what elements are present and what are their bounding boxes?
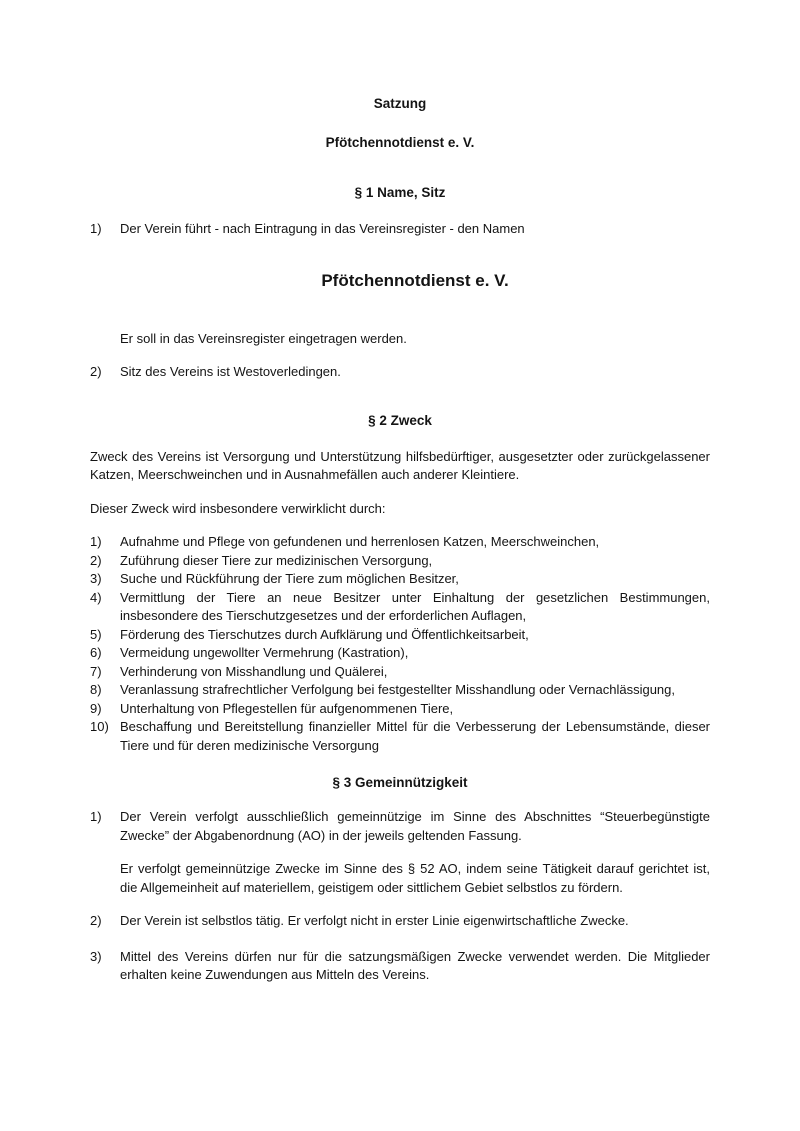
- item-number: 2): [90, 364, 102, 379]
- item-number: 4): [90, 589, 102, 605]
- item-number: 7): [90, 663, 102, 679]
- section-3-item-1: [90, 808, 710, 845]
- section-1-item-1: [90, 220, 710, 239]
- list-item: [90, 570, 710, 589]
- item-number: 3): [90, 571, 102, 586]
- section-2-list: [90, 533, 710, 755]
- item-text: Aufnahme und Pflege von gefundenen und herrenlosen Katzen, Meerschweinchen,: [120, 534, 600, 549]
- item-text: Verhinderung von Misshandlung und Quälerei,: [120, 663, 388, 679]
- item-number: 6): [90, 645, 102, 660]
- association-name-subtitle: Pfötchennotdienst e. V.: [325, 135, 475, 150]
- section-1-item-2: [90, 363, 710, 382]
- section-3-heading: § 3 Gemeinnützigkeit: [332, 775, 468, 790]
- section-1-heading: § 1 Name, Sitz: [354, 185, 446, 200]
- item-number: 10): [90, 719, 109, 734]
- section-1-item-1-continuation: Er soll in das Vereinsregister eingetragen werden.: [120, 330, 407, 346]
- list-item: [90, 552, 710, 571]
- item-text: Beschaffung und Bereitstellung finanzieller Mittel für die Verbesserung der Lebensumstände, dieser Tiere und für deren medizinische Versorgung: [120, 719, 710, 753]
- item-text: Veranlassung strafrechtlicher Verfolgung bei festgestellter Misshandlung oder Vernachlässigung,: [120, 682, 676, 697]
- item-number: 1): [90, 534, 102, 549]
- section-2-paragraph-1: Zweck des Vereins ist Versorgung und Unterstützung hilfsbedürftiger, ausgesetzter oder zurückgelassener Katzen, Meerschweinchen und in Ausnahmefällen auch anderer Kleintiere.: [90, 448, 710, 482]
- association-name-display: Pfötchennotdienst e. V.: [321, 270, 509, 290]
- item-text: Sitz des Vereins ist Westoverledingen.: [120, 364, 341, 379]
- list-item: [90, 681, 710, 700]
- list-item: [90, 533, 710, 552]
- section-2-paragraph-2: Dieser Zweck wird insbesondere verwirklicht durch:: [90, 500, 386, 516]
- item-text: Vermeidung ungewollter Vermehrung (Kastration),: [120, 645, 409, 660]
- list-item: [90, 700, 710, 719]
- item-number: 8): [90, 682, 102, 697]
- item-text: Suche und Rückführung der Tiere zum möglichen Besitzer,: [120, 571, 459, 586]
- item-text: Förderung des Tierschutzes durch Aufklärung und Öffentlichkeitsarbeit,: [120, 626, 529, 642]
- item-text: Mittel des Vereins dürfen nur für die satzungsmäßigen Zwecke verwendet werden. Die Mitglieder erhalten keine Zuwendungen aus Mitteln des Vereins.: [120, 948, 710, 982]
- item-text: Vermittlung der Tiere an neue Besitzer unter Einhaltung der gesetzlichen Bestimmungen, insbesondere des Tierschutzgesetzes und der erforderlichen Auflagen,: [120, 589, 710, 623]
- item-number: 2): [90, 913, 102, 928]
- list-item: [90, 644, 710, 663]
- list-item: [90, 589, 710, 626]
- item-text: Unterhaltung von Pflegestellen für aufgenommenen Tiere,: [120, 700, 454, 716]
- item-text: Der Verein verfolgt ausschließlich gemeinnützige im Sinne des Abschnittes “Steuerbegünstigte Zwecke” der Abgabenordnung (AO) in der jeweils geltenden Fassung.: [120, 809, 710, 843]
- section-3-item-3: [90, 948, 710, 985]
- item-number: 5): [90, 626, 102, 642]
- item-text: Zuführung dieser Tiere zur medizinischen Versorgung,: [120, 552, 433, 568]
- item-text: Der Verein ist selbstlos tätig. Er verfolgt nicht in erster Linie eigenwirtschaftliche Zwecke.: [120, 913, 629, 928]
- item-number: 1): [90, 221, 102, 236]
- item-number: 2): [90, 552, 102, 568]
- item-text: Der Verein führt - nach Eintragung in das Vereinsregister - den Namen: [120, 221, 525, 236]
- item-number: 1): [90, 809, 102, 824]
- list-item: [90, 718, 710, 755]
- list-item: [90, 626, 710, 645]
- section-3-item-2: [90, 912, 710, 931]
- document-title: Satzung: [373, 96, 427, 111]
- item-number: 9): [90, 700, 102, 716]
- list-item: [90, 663, 710, 682]
- item-number: 3): [90, 948, 102, 964]
- section-3-item-1-paragraph-2: Er verfolgt gemeinnützige Zwecke im Sinne des § 52 AO, indem seine Tätigkeit darauf gerichtet ist, die Allgemeinheit auf materiellem, geistigem oder sittlichem Gebiet selbstlos zu fördern.: [120, 861, 710, 895]
- section-2-heading: § 2 Zweck: [368, 412, 432, 428]
